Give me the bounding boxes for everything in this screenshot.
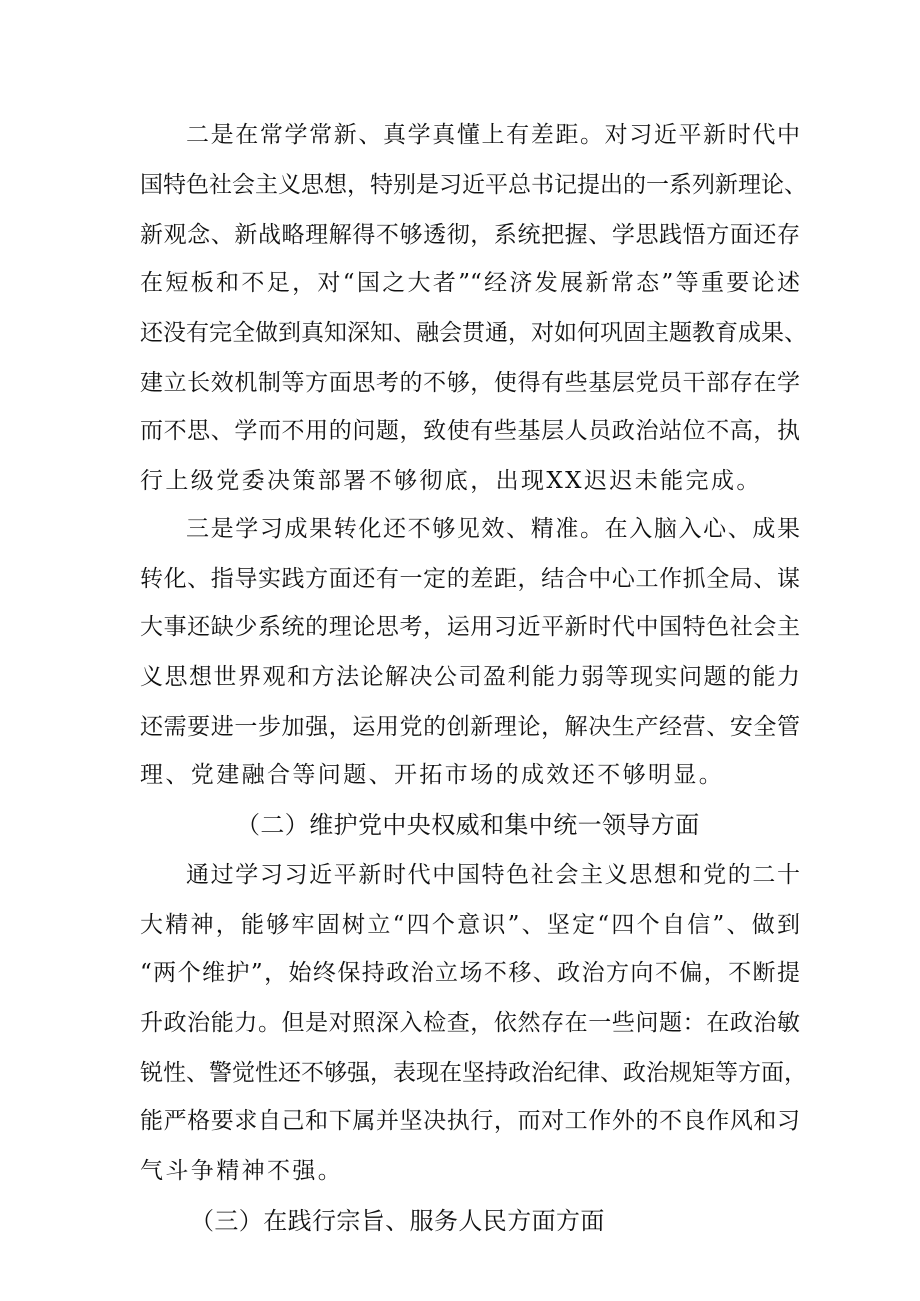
paragraph-3-line-3: “两个维护”，始终保持政治立场不移、政治方向不偏，不断提	[140, 960, 800, 986]
paragraph-1-line-3: 新观念、新战略理解得不够透彻，系统把握、学思践悟方面还存	[140, 222, 800, 248]
paragraph-3-line-1: 通过学习习近平新时代中国特色社会主义思想和党的二十	[186, 862, 800, 888]
paragraph-2-line-4: 义思想世界观和方法论解决公司盈利能力弱等现实问题的能力	[140, 664, 800, 690]
paragraph-3-line-5: 锐性、警觉性还不够强，表现在坚持政治纪律、政治规矩等方面，	[140, 1060, 807, 1086]
paragraph-1-line-7: 而不思、学而不用的问题，致使有些基层人员政治站位不高，执	[140, 418, 800, 444]
paragraph-2-line-5: 还需要进一步加强，运用党的创新理论，解决生产经营、安全管	[140, 714, 800, 740]
paragraph-1-line-5: 还没有完全做到真知深知、融会贯通，对如何巩固主题教育成果、	[140, 320, 807, 346]
paragraph-1-line-2: 国特色社会主义思想，特别是习近平总书记提出的一系列新理论、	[140, 172, 807, 198]
paragraph-1-line-4: 在短板和不足，对“国之大者”“经济发展新常态”等重要论述	[140, 270, 800, 296]
paragraph-3-line-7: 气斗争精神不强。	[140, 1158, 344, 1184]
paragraph-2-line-1: 三是学习成果转化还不够见效、精准。在入脑入心、成果	[186, 516, 800, 542]
paragraph-2-line-2: 转化、指导实践方面还有一定的差距，结合中心工作抓全局、谋	[140, 566, 800, 592]
paragraph-2-line-3: 大事还缺少系统的理论思考，运用习近平新时代中国特色社会主	[140, 614, 800, 640]
paragraph-3-line-4: 升政治能力。但是对照深入检查，依然存在一些问题：在政治敏	[140, 1010, 800, 1036]
paragraph-1-line-6: 建立长效机制等方面思考的不够，使得有些基层党员干部存在学	[140, 370, 800, 396]
section-heading-3: （三）在践行宗旨、服务人民方面方面	[190, 1207, 605, 1235]
paragraph-3-line-6: 能严格要求自己和下属并坚决执行，而对工作外的不良作风和习	[140, 1108, 800, 1134]
paragraph-1-line-1: 二是在常学常新、真学真懂上有差距。对习近平新时代中	[186, 122, 800, 148]
paragraph-1-line-8: 行上级党委决策部署不够彻底，出现XX迟迟未能完成。	[140, 468, 762, 494]
section-heading-2: （二）维护党中央权威和集中统一领导方面	[236, 811, 700, 839]
paragraph-2-line-6: 理、党建融合等问题、开拓市场的成效还不够明显。	[140, 762, 725, 788]
paragraph-3-line-2: 大精神，能够牢固树立“四个意识”、坚定“四个自信”、做到	[140, 912, 800, 938]
